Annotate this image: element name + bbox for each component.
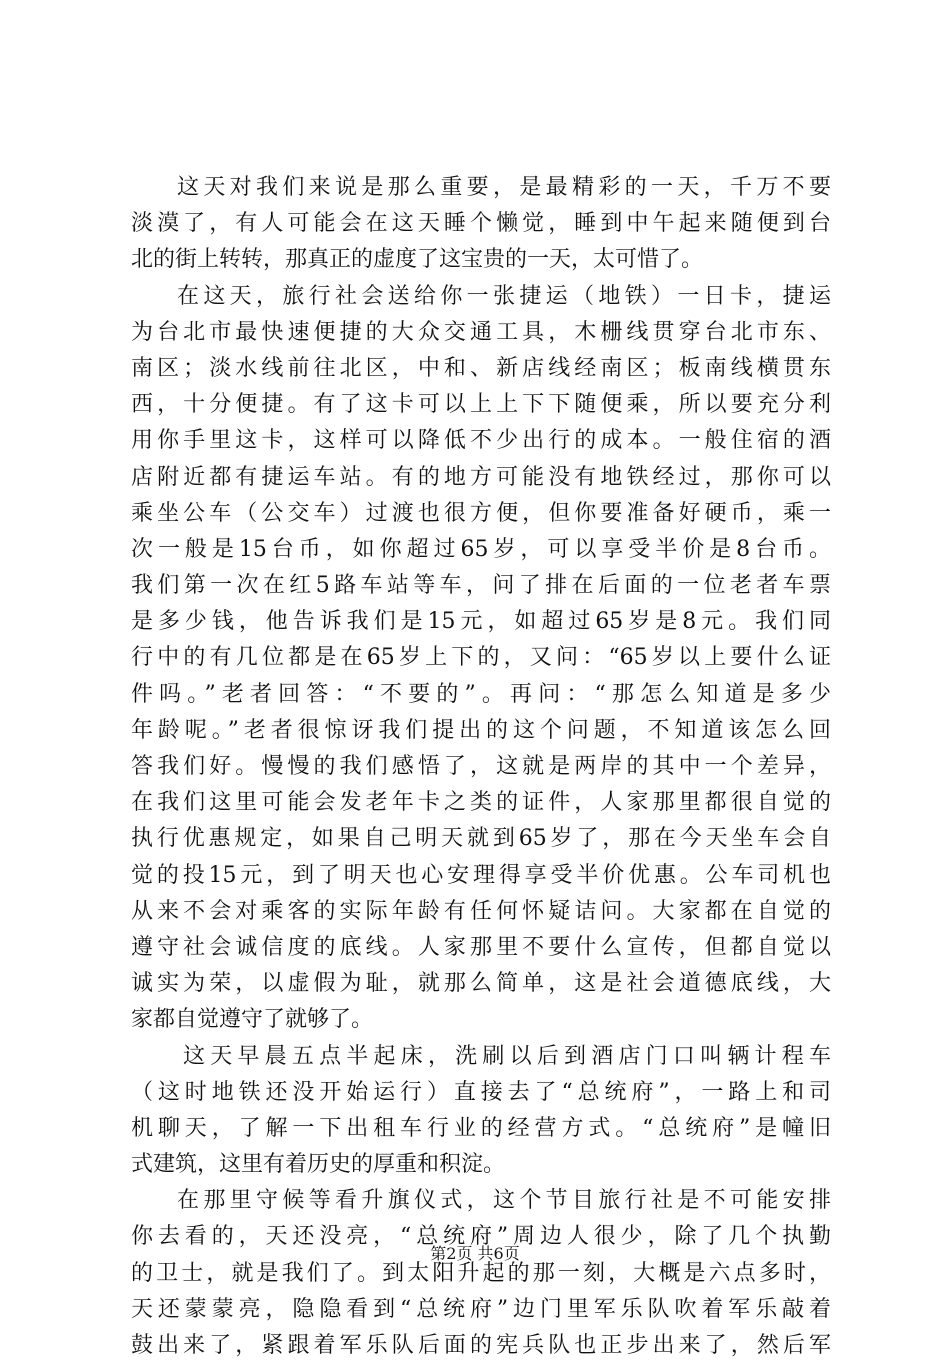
text-line: 家都自觉遵守了就够了。 bbox=[131, 1007, 374, 1033]
text-line: 我们第一次在红5路车站等车，问了排在后面的一位老者车票 bbox=[131, 573, 831, 599]
text-line: 这天对我们来说是那么重要，是最精彩的一天，千万不要 bbox=[177, 175, 831, 200]
text-line: 式建筑，这里有着历史的厚重和积淀。 bbox=[131, 1152, 506, 1178]
text-line: 用你手里这卡，这样可以降低不少出行的成本。一般住宿的酒 bbox=[131, 428, 831, 454]
text-line: 北的街上转转，那真正的虚度了这宝贵的一天，太可惜了。 bbox=[131, 247, 704, 273]
text-line: 是多少钱，他告诉我们是15元，如超过65岁是8元。我们同 bbox=[131, 609, 831, 635]
text-line: 执行优惠规定，如果自己明天就到65岁了，那在今天坐车会自 bbox=[131, 826, 831, 852]
text-line: 西，十分便捷。有了这卡可以上上下下随便乘，所以要充分利 bbox=[131, 392, 831, 418]
text-line: 这天早晨五点半起床，洗刷以后到酒店门口叫辆计程车 bbox=[183, 1043, 831, 1069]
text-line: 店附近都有捷运车站。有的地方可能没有地铁经过，那你可以 bbox=[131, 464, 831, 490]
text-line: 南区；淡水线前往北区，中和、新店线经南区；板南线横贯东 bbox=[131, 355, 831, 381]
text-line: 的卫士，就是我们了。到太阳升起的那一刻，大概是六点多时， bbox=[131, 1260, 831, 1286]
page-number-footer: 第2页 共6页 bbox=[430, 1244, 520, 1263]
text-line: 件吗。”老者回答：“不要的”。再问：“那怎么知道是多少 bbox=[131, 681, 831, 707]
text-line: 你去看的，天还没亮，“总统府”周边人很少，除了几个执勤 bbox=[131, 1224, 831, 1250]
text-line: 觉的投15元，到了明天也心安理得享受半价优惠。公车司机也 bbox=[131, 862, 831, 888]
document-body bbox=[131, 170, 831, 1364]
text-line: 从来不会对乘客的实际年龄有任何怀疑诘问。大家都在自觉的 bbox=[131, 898, 831, 924]
text-line: 年龄呢。”老者很惊讶我们提出的这个问题，不知道该怎么回 bbox=[131, 717, 831, 743]
text-line: 在这天，旅行社会送给你一张捷运（地铁）一日卡，捷运 bbox=[177, 283, 831, 309]
text-line: 淡漠了，有人可能会在这天睡个懒觉，睡到中午起来随便到台 bbox=[131, 211, 831, 237]
text-line: 为台北市最快速便捷的大众交通工具，木栅线贯穿台北市东、 bbox=[131, 319, 831, 345]
text-line: 答我们好。慢慢的我们感悟了，这就是两岸的其中一个差异， bbox=[131, 754, 831, 779]
text-line: 诚实为荣，以虚假为耻，就那么简单，这是社会道德底线，大 bbox=[131, 971, 831, 997]
text-line: 遵守社会诚信度的底线。人家那里不要什么宣传，但都自觉以 bbox=[131, 934, 831, 960]
text-line: （这时地铁还没开始运行）直接去了“总统府”，一路上和司 bbox=[131, 1079, 831, 1105]
text-line: 鼓出来了，紧跟着军乐队后面的宪兵队也正步出来了，然后军 bbox=[131, 1333, 831, 1358]
text-line: 在那里守候等看升旗仪式，这个节目旅行社是不可能安排 bbox=[177, 1188, 831, 1214]
text-line: 天还蒙蒙亮，隐隐看到“总统府”边门里军乐队吹着军乐敲着 bbox=[131, 1296, 831, 1322]
text-line: 次一般是15台币，如你超过65岁，可以享受半价是8台币。 bbox=[131, 536, 831, 562]
text-line: 乘坐公车（公交车）过渡也很方便，但你要准备好硬币，乘一 bbox=[131, 500, 831, 526]
text-line: 机聊天，了解一下出租车行业的经营方式。“总统府”是幢旧 bbox=[131, 1115, 831, 1141]
text-line: 在我们这里可能会发老年卡之类的证件，人家那里都很自觉的 bbox=[131, 790, 831, 816]
text-line: 行中的有几位都是在65岁上下的，又问：“65岁以上要什么证 bbox=[131, 645, 831, 671]
